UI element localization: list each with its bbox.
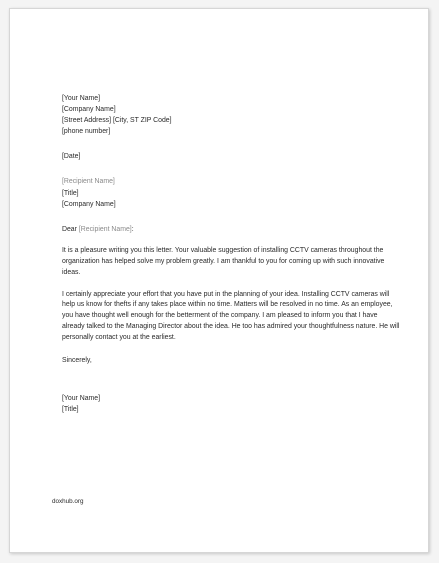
recipient-title: [Title] bbox=[62, 189, 79, 197]
body-paragraph-1: It is a pleasure writing you this letter. Your valuable suggestion of installing CCTV cameras throughout the organization has helped solve my problem greatly. I am thankful to you for coming up with such innovative ideas. bbox=[62, 246, 385, 276]
signature-title: [Title] bbox=[62, 406, 79, 414]
letter-page bbox=[9, 8, 429, 553]
letter-date: [Date] bbox=[62, 153, 81, 161]
salutation-recipient-name: [Recipient Name] bbox=[78, 225, 132, 233]
sender-company: [Company Name] bbox=[62, 106, 116, 114]
footer-watermark: doxhub.org bbox=[52, 498, 84, 505]
recipient-name: [Recipient Name] bbox=[62, 178, 115, 186]
sender-phone: [phone number] bbox=[62, 128, 111, 136]
letter-content bbox=[62, 93, 402, 415]
salutation-suffix: : bbox=[131, 225, 134, 233]
sender-name: [Your Name] bbox=[62, 95, 101, 102]
sender-address: [Street Address] [City, ST ZIP Code] bbox=[62, 117, 172, 125]
body-paragraph-2: I certainly appreciate your effort that you have put in the planning of your idea. Installing CCTV cameras will help us know for thefts if any takes place within no time. Matters will be resolved in no time. As an employee, you have thought well enough for the betterment of the company. I am pleased to inform you that I have already talked to the Managing Director about the idea. He too has admired your thoughtfulness nature. He will personally contact you at the earliest. bbox=[62, 290, 400, 342]
salutation-prefix: Dear bbox=[62, 225, 79, 233]
signature-name: [Your Name] bbox=[62, 395, 101, 403]
recipient-company: [Company Name] bbox=[62, 200, 116, 208]
closing: Sincerely, bbox=[62, 357, 92, 365]
salutation bbox=[62, 224, 402, 235]
